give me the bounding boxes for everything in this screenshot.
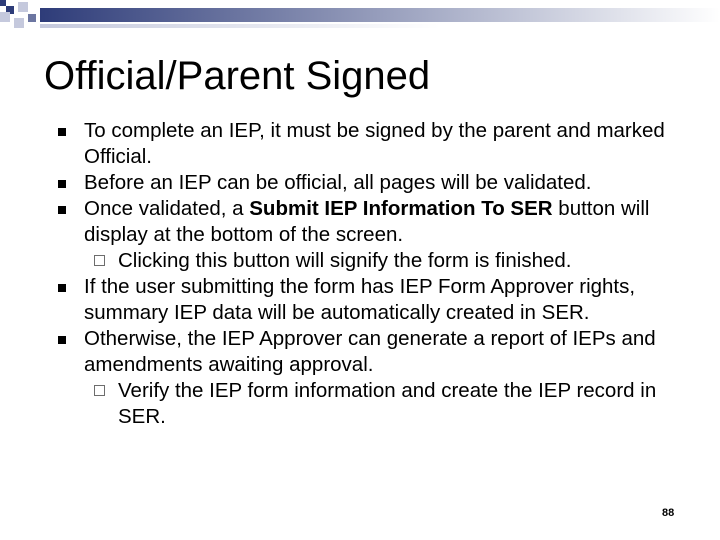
sub-bullet-item [84,378,674,430]
bullet-text-before: Once validated, a [84,197,250,220]
square-bullet-icon [58,206,66,214]
slide-title: Official/Parent Signed [44,54,431,98]
sub-bullet-item [84,248,674,274]
bullet-item [54,170,674,196]
square-bullet-icon [58,180,66,188]
bullet-item [54,326,674,430]
bullet-text-after: button will display at the bottom of the screen. [84,197,650,246]
bullet-list [54,118,674,430]
square-bullet-icon [58,284,66,292]
bullet-text: Otherwise, the IEP Approver can generate a report of IEPs and amendments awaiting approval. [84,327,656,376]
hollow-square-bullet-icon [94,255,105,266]
bullet-item [54,118,674,170]
sub-bullet-text: Verify the IEP form information and create the IEP record in SER. [118,379,657,428]
bullet-text: To complete an IEP, it must be signed by the parent and marked Official. [84,119,665,168]
hollow-square-bullet-icon [94,385,105,396]
sub-bullet-text: Clicking this button will signify the form is finished. [118,249,572,272]
bullet-item [54,274,674,326]
square-bullet-icon [58,128,66,136]
square-bullet-icon [58,336,66,344]
bullet-text: If the user submitting the form has IEP Form Approver rights, summary IEP data will be automatically created in SER. [84,275,636,324]
submit-button-name: Submit IEP Information To SER [249,197,553,220]
bullet-text: Before an IEP can be official, all pages will be validated. [84,171,592,194]
header-decoration [0,0,720,40]
page-number: 88 [662,507,675,519]
bullet-item [54,196,674,274]
